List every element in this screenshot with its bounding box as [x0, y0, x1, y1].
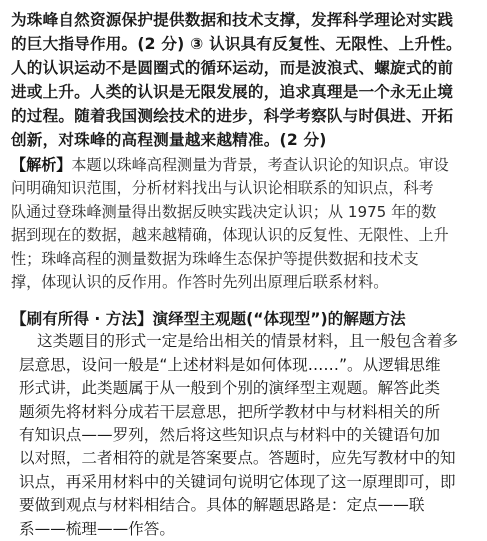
analysis-tag: 【解析】	[11, 156, 72, 174]
method-line: 识点，再采用材料中的关键词句说明它体现了这一原理即可，即	[19, 472, 456, 491]
analysis-line: 性；珠峰高程的测量数据为珠峰生态保护等提供数据和技术支	[11, 249, 419, 268]
method-line: 要做到观点与材料相结合。具体的解题思路是：定点——联	[19, 496, 425, 515]
analysis-section	[11, 154, 477, 294]
method-line: 形式讲，此类题属于从一般到个别的演绎型主观题。解答此类	[19, 379, 441, 398]
method-line: 以对照，二者相符的就是答案要点。答题时，应先写教材中的知	[19, 449, 456, 468]
analysis-line: 撑，体现认识的反作用。作答时先列出原理后联系材料。	[11, 273, 389, 292]
analysis-text: 本题以珠峰高程测量为背景，考查认识论的知识点。审设	[71, 156, 449, 174]
method-line: 层意思，设问一般是“上述材料是如何体现……”。从逻辑思维	[19, 355, 441, 374]
answer-line: 创新，对珠峰的高程测量越来越精准。(2 分)	[11, 131, 327, 149]
answer-line: 进或上升。人类的认识是无限发展的，追求真理是一个永无止境	[11, 83, 454, 101]
method-line: 题须先将材料分成若干层意思，把所学教材中与材料相关的所	[19, 402, 441, 421]
method-line: 有知识点——罗列，然后将这些知识点与材料中的关键语句加	[19, 426, 441, 445]
answer-line: 人的认识运动不是圆圈式的循环运动，而是波浪式、螺旋式的前	[11, 59, 454, 77]
method-line: 系——梳理——作答。	[19, 519, 175, 538]
answer-line: 的过程。随着我国测绘技术的进步，科学考察队与时俱进、开拓	[11, 107, 454, 125]
analysis-line: 队通过登珠峰测量得出数据反映实践决定认识；从 1975 年的数	[11, 202, 437, 221]
method-heading: 【刷有所得 · 方法】演绎型主观题(“体现型”)的解题方法	[11, 310, 406, 329]
method-line: 这类题目的形式一定是给出相关的情景材料，且一般包含着多	[37, 332, 459, 351]
answer-line: 为珠峰自然资源保护提供数据和技术支撑，发挥科学理论对实践	[11, 11, 454, 29]
answer-section	[11, 8, 477, 152]
analysis-first-line	[11, 154, 477, 177]
method-section	[11, 308, 477, 541]
analysis-line: 问明确知识范围，分析材料找出与认识论相联系的知识点，科考	[11, 179, 434, 198]
analysis-line: 据到现在的数据，越来越精确，体现认识的反复性、无限性、上升	[11, 226, 449, 245]
answer-line: 的巨大指导作用。(2 分) ③ 认识具有反复性、无限性、上升性。	[11, 35, 462, 53]
